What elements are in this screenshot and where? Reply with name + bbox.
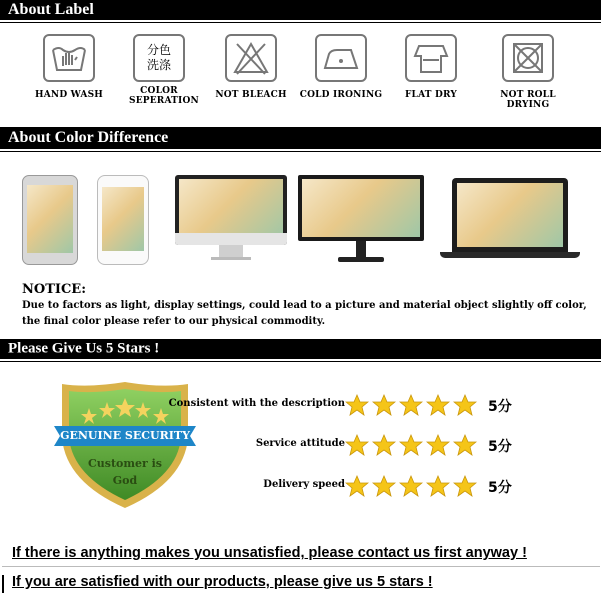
star-icon xyxy=(453,475,477,497)
rating-row xyxy=(168,396,520,416)
care-label: NOT ROLL DRYING xyxy=(500,90,556,110)
imac-image xyxy=(175,175,287,263)
message-divider xyxy=(2,566,600,567)
star-group xyxy=(345,475,477,497)
not-roll-drying-icon xyxy=(502,34,554,82)
rating-score: 5分 xyxy=(488,480,512,496)
star-icon xyxy=(345,434,369,456)
star-icon xyxy=(399,434,423,456)
star-icon xyxy=(399,394,423,416)
care-item-not-roll-drying xyxy=(478,34,578,110)
section-header-five-stars xyxy=(0,339,601,359)
color-separation-icon: 分色 洗涤 xyxy=(133,34,185,82)
care-item-cold-ironing xyxy=(296,34,386,100)
rating-row xyxy=(180,477,520,497)
phone-white-image xyxy=(97,175,149,265)
color-notice xyxy=(22,282,587,329)
badge-line-1: Customer is xyxy=(88,457,162,470)
care-item-flat-dry xyxy=(386,34,476,100)
badge-line-2: God xyxy=(112,474,138,487)
star-icon xyxy=(453,394,477,416)
rating-criterion: Service attitude xyxy=(255,438,345,449)
care-item-color-separation xyxy=(114,34,204,106)
contact-us-message: If there is anything makes you unsatisfied, please contact us first anyway ! xyxy=(12,545,527,561)
section-header-about-label xyxy=(0,0,601,20)
monitor-image xyxy=(298,175,424,263)
star-icon xyxy=(372,434,396,456)
star-icon xyxy=(372,394,396,416)
badge-ribbon-text: GENUINE SECURITY xyxy=(60,429,190,442)
rating-criterion: Consistent with the description xyxy=(168,398,345,409)
five-stars-message: If you are satisfied with our products, please give us 5 stars ! xyxy=(12,574,433,590)
star-icon xyxy=(426,394,450,416)
notice-line-1: Due to factors as light, display settings, could lead to a picture and material object slightly off color, xyxy=(22,300,587,311)
star-icon xyxy=(453,434,477,456)
laptop-image xyxy=(440,178,580,262)
flat-dry-icon xyxy=(405,34,457,82)
star-group xyxy=(345,394,477,416)
notice-title: NOTICE: xyxy=(22,282,87,297)
star-group xyxy=(345,434,477,456)
care-item-hand-wash xyxy=(24,34,114,100)
phone-dark-image xyxy=(22,175,78,265)
section-title: About Color Difference xyxy=(8,129,169,146)
star-icon xyxy=(426,475,450,497)
rating-row xyxy=(180,436,520,456)
star-icon xyxy=(345,475,369,497)
care-label: HAND WASH xyxy=(35,90,103,100)
care-label: COLOR SEPERATION xyxy=(129,86,199,106)
rating-criterion: Delivery speed xyxy=(263,479,345,490)
left-edge-line xyxy=(2,575,4,593)
not-bleach-icon xyxy=(225,34,277,82)
star-icon xyxy=(345,394,369,416)
star-icon xyxy=(399,475,423,497)
hand-wash-icon xyxy=(43,34,95,82)
cold-ironing-icon xyxy=(315,34,367,82)
rating-score: 5分 xyxy=(488,399,512,415)
star-icon xyxy=(372,475,396,497)
star-icon xyxy=(426,434,450,456)
notice-line-2: the final color please refer to our physical commodity. xyxy=(22,316,326,327)
section-title: About Label xyxy=(8,1,94,18)
care-label: FLAT DRY xyxy=(404,90,458,100)
care-item-not-bleach xyxy=(206,34,296,100)
section-title: Please Give Us 5 Stars ! xyxy=(8,340,160,357)
rating-score: 5分 xyxy=(488,439,512,455)
care-label: COLD IRONING xyxy=(299,90,383,100)
care-label-row xyxy=(0,30,601,118)
care-label: NOT BLEACH xyxy=(215,90,287,100)
section-header-color-difference xyxy=(0,127,601,149)
